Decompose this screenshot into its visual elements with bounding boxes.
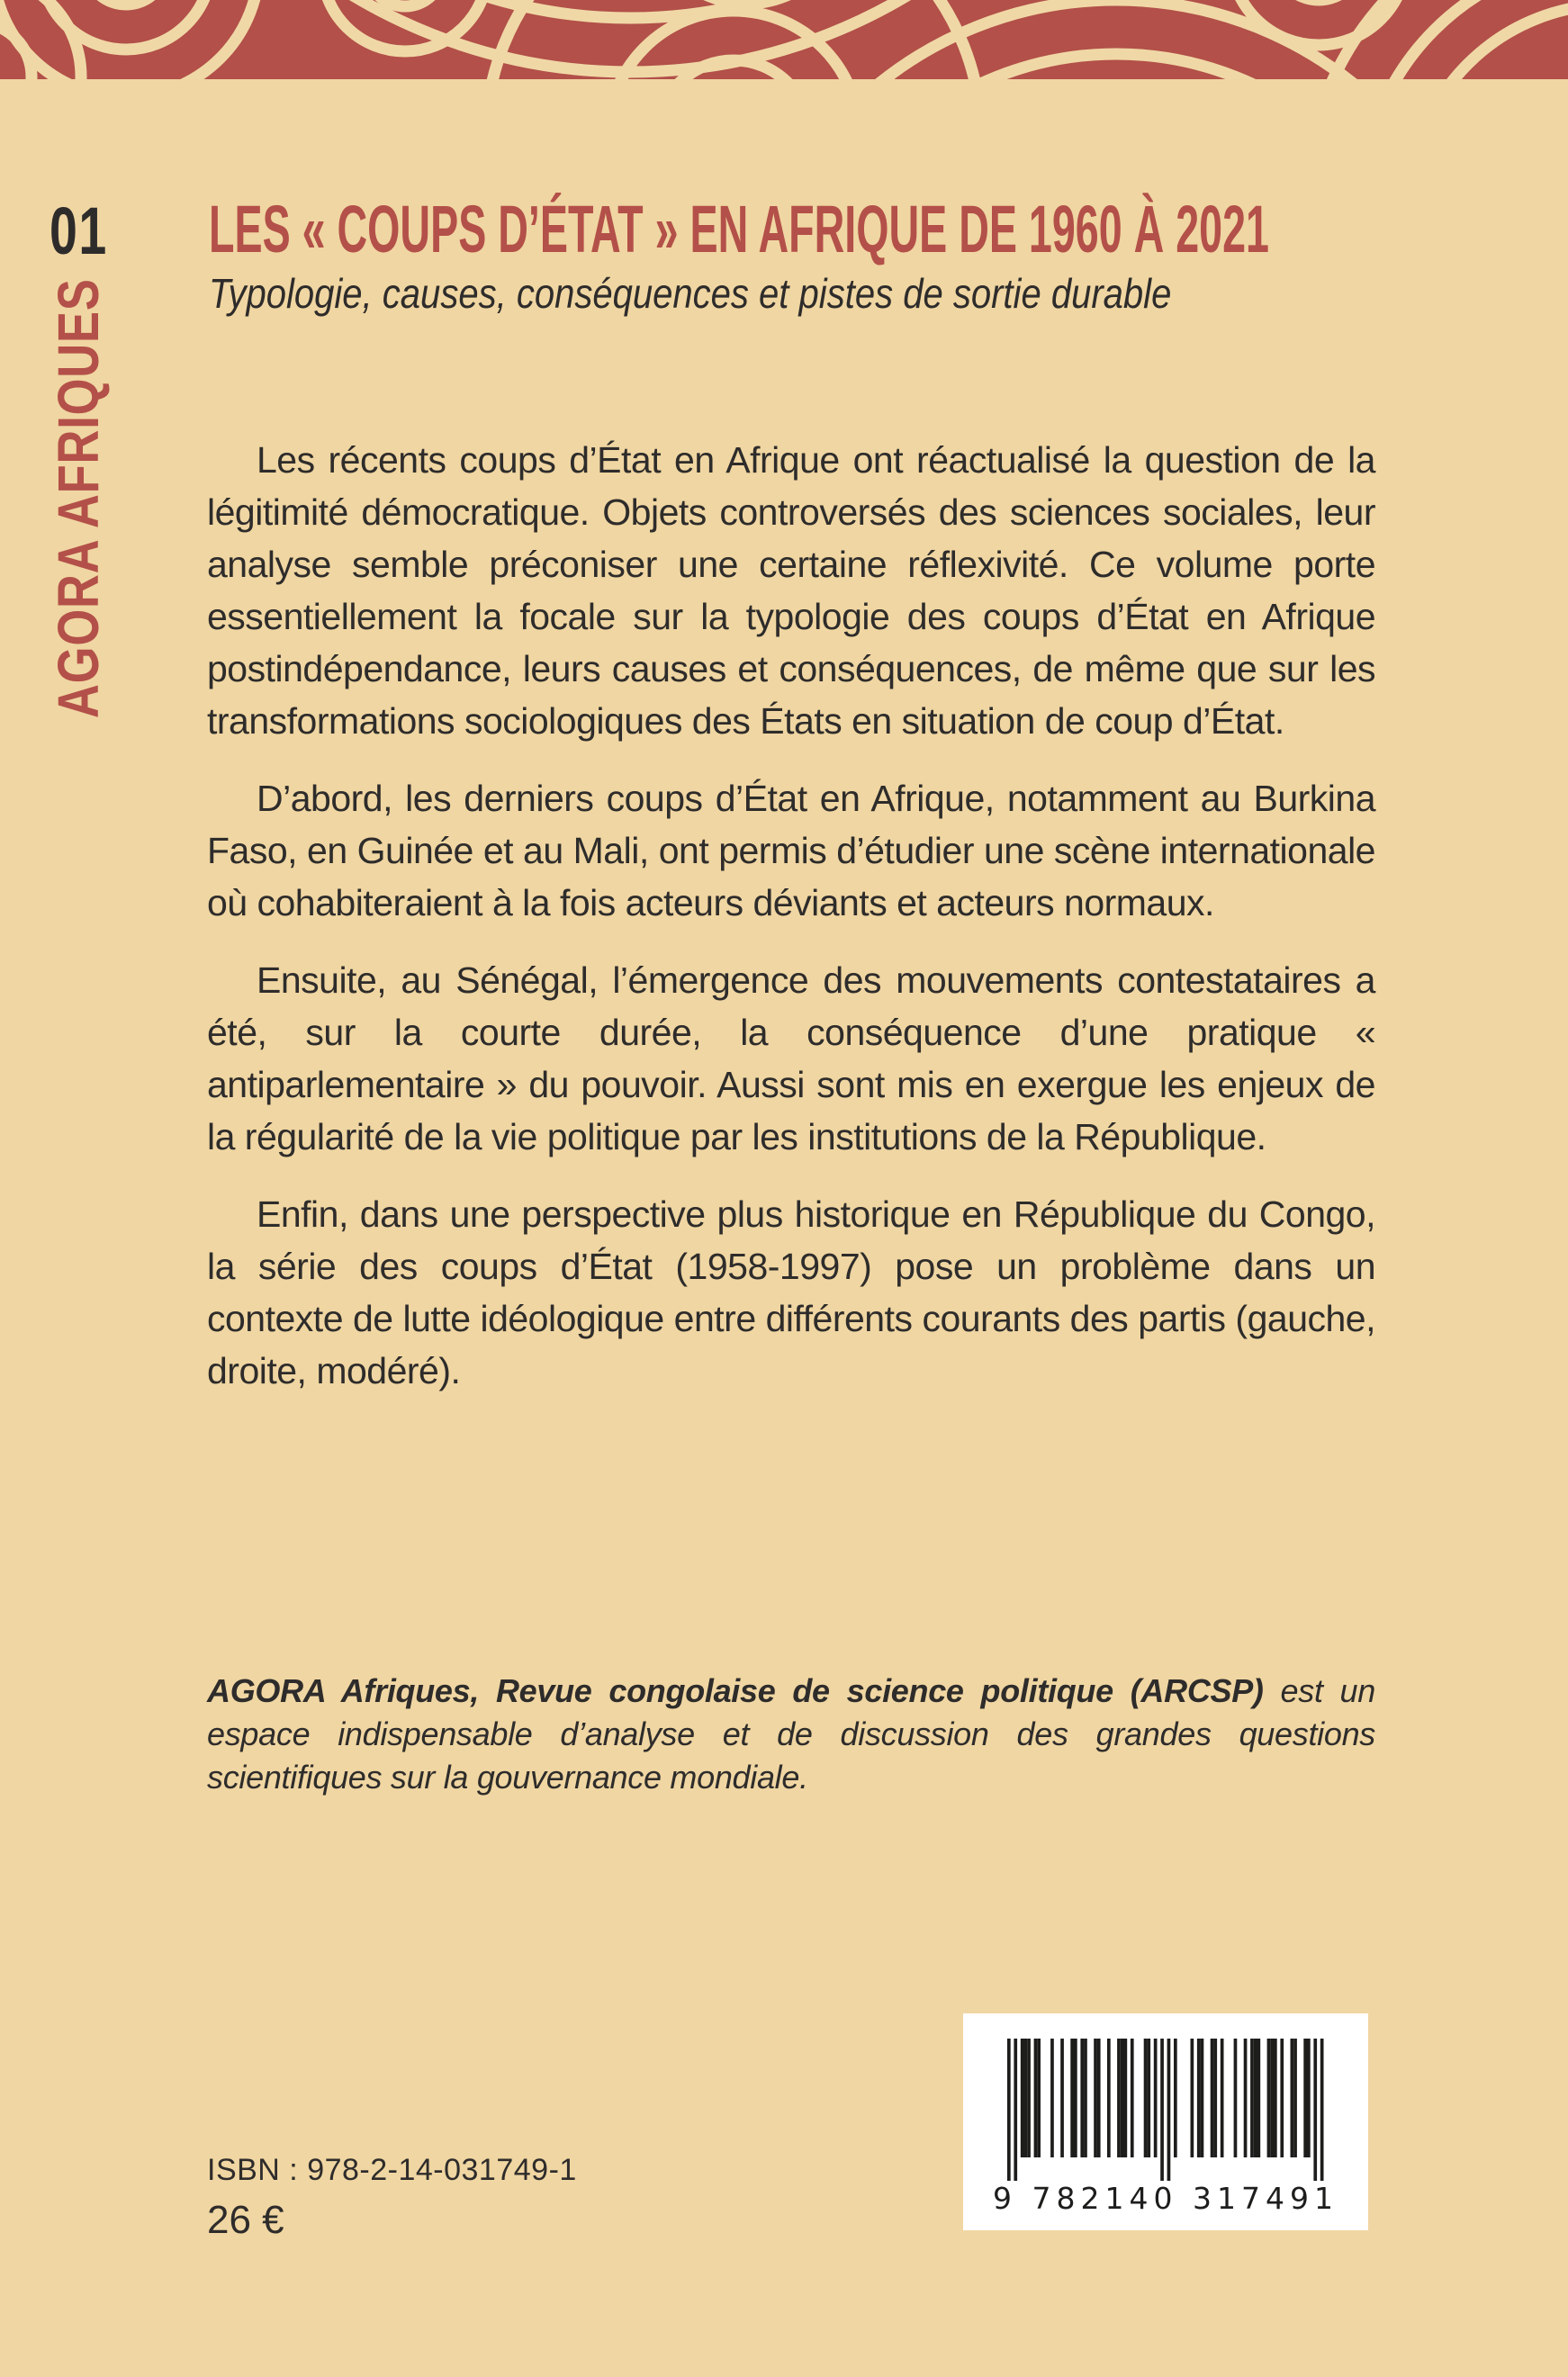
- collection-description: [207, 1670, 1375, 1799]
- price-text: 26 €: [207, 2198, 284, 2242]
- collection-name-vertical: AGORA AFRIQUES: [46, 278, 111, 718]
- synopsis-paragraph: D’abord, les derniers coups d’État en Afrique, notamment au Burkina Faso, en Guinée et au Mali, ont permis d’étudier une scène internationale où cohabiteraient à la fois acteurs déviants et acteurs normaux.: [207, 778, 1375, 923]
- barcode: [963, 2013, 1368, 2230]
- issue-number: 01: [50, 194, 108, 268]
- collection-description-rest: est un espace indispensable d’analyse et de discussion des grandes questions scientifiques sur la gouvernance mondiale.: [207, 1672, 1375, 1796]
- book-title: LES « COUPS D’ÉTAT » EN AFRIQUE DE 1960 À 2021: [209, 192, 1269, 266]
- barcode-bars: [1007, 2039, 1324, 2183]
- synopsis: [207, 434, 1375, 1422]
- synopsis-paragraph: Les récents coups d’État en Afrique ont réactualisé la question de la légitimité démocratique. Objets controversés des sciences sociales, leur analyse semble préconiser une certaine réflexivité. Ce volume porte essentiellement la focale sur la typologie des coups d’État en Afrique postindépendance, leurs causes et conséquences, de même que sur les transformations sociologiques des États en situation de coup d’État.: [207, 439, 1375, 742]
- collection-description-lead: AGORA Afriques, Revue congolaise de science politique (ARCSP): [207, 1672, 1264, 1709]
- isbn-text: ISBN : 978-2-14-031749-1: [207, 2153, 577, 2187]
- synopsis-paragraph: Ensuite, au Sénégal, l’émergence des mouvements contestataires a été, sur la courte durée, la conséquence d’une pratique « antiparlementaire » du pouvoir. Aussi sont mis en exergue les enjeux de la régularité de la vie politique par les institutions de la République.: [207, 959, 1375, 1157]
- book-subtitle: Typologie, causes, conséquences et pistes de sortie durable: [209, 270, 1172, 317]
- barcode-digits: 9 782140 317491: [993, 2181, 1338, 2216]
- synopsis-paragraph: Enfin, dans une perspective plus historique en République du Congo, la série des coups d’État (1958-1997) pose un problème dans un contexte de lutte idéologique entre différents courants des partis (gauche, droite, modéré).: [207, 1193, 1375, 1391]
- concentric-circles-pattern: [0, 0, 1568, 79]
- decorative-pattern-band: [0, 0, 1568, 79]
